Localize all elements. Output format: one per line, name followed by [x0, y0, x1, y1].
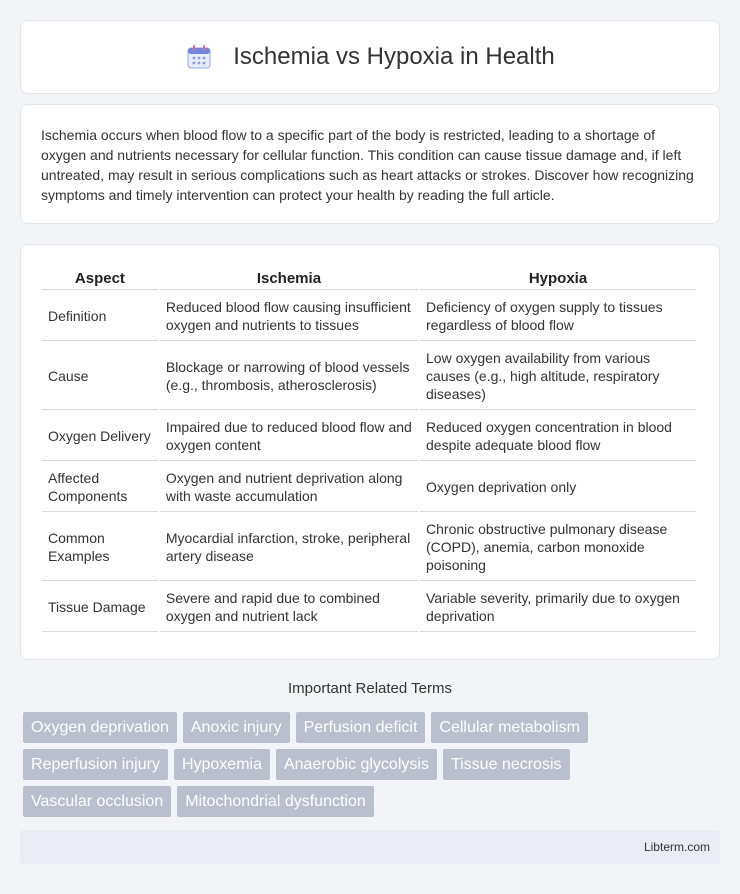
tag-reperfusion-injury[interactable]: Reperfusion injury — [23, 749, 168, 780]
table-header-row — [42, 267, 696, 290]
table-row — [42, 412, 696, 461]
column-header-aspect: Aspect — [42, 267, 158, 290]
row-aspect: Common Examples — [42, 514, 158, 581]
row-ischemia: Myocardial infarction, stroke, peripheral artery disease — [160, 514, 418, 581]
row-ischemia: Impaired due to reduced blood flow and oxygen content — [160, 412, 418, 461]
calendar-icon — [185, 43, 213, 71]
tag-row — [23, 749, 623, 780]
comparison-table-card — [20, 244, 720, 660]
row-aspect: Definition — [42, 292, 158, 341]
tag-row — [23, 786, 623, 817]
tag-mitochondrial-dysfunction[interactable]: Mitochondrial dysfunction — [177, 786, 374, 817]
row-aspect: Tissue Damage — [42, 583, 158, 632]
row-ischemia: Severe and rapid due to combined oxygen and nutrient lack — [160, 583, 418, 632]
tag-cellular-metabolism[interactable]: Cellular metabolism — [431, 712, 588, 743]
row-hypoxia: Low oxygen availability from various causes (e.g., high altitude, respiratory diseases) — [420, 343, 696, 410]
page-title: Ischemia vs Hypoxia in Health — [233, 43, 555, 70]
row-hypoxia: Chronic obstructive pulmonary disease (COPD), anemia, carbon monoxide poisoning — [420, 514, 696, 581]
intro-card — [20, 104, 720, 224]
tag-anaerobic-glycolysis[interactable]: Anaerobic glycolysis — [276, 749, 437, 780]
header-card — [20, 20, 720, 94]
column-header-ischemia: Ischemia — [160, 267, 418, 290]
table-row — [42, 463, 696, 512]
column-header-hypoxia: Hypoxia — [420, 267, 696, 290]
related-terms-title: Important Related Terms — [288, 680, 452, 697]
comparison-table — [40, 265, 698, 634]
tag-anoxic-injury[interactable]: Anoxic injury — [183, 712, 290, 743]
tag-row — [23, 712, 623, 743]
row-aspect: Oxygen Delivery — [42, 412, 158, 461]
row-aspect: Affected Components — [42, 463, 158, 512]
row-ischemia: Blockage or narrowing of blood vessels (e.g., thrombosis, atherosclerosis) — [160, 343, 418, 410]
row-aspect: Cause — [42, 343, 158, 410]
row-ischemia: Oxygen and nutrient deprivation along with waste accumulation — [160, 463, 418, 512]
table-row — [42, 583, 696, 632]
footer — [20, 830, 720, 864]
intro-paragraph: Ischemia occurs when blood flow to a specific part of the body is restricted, leading to a shortage of oxygen and nutrients necessary for cellular function. This condition can cause tissue damage and, if left untreated, may result in serious complications such as heart attacks or strokes. Discover how recognizing symptoms and timely intervention can protect your health by reading the full article. — [41, 127, 694, 203]
tag-tissue-necrosis[interactable]: Tissue necrosis — [443, 749, 570, 780]
tag-vascular-occlusion[interactable]: Vascular occlusion — [23, 786, 171, 817]
footer-site-link[interactable]: Libterm.com — [643, 840, 710, 854]
tag-hypoxemia[interactable]: Hypoxemia — [174, 749, 270, 780]
table-row — [42, 343, 696, 410]
row-hypoxia: Reduced oxygen concentration in blood despite adequate blood flow — [420, 412, 696, 461]
row-hypoxia: Variable severity, primarily due to oxygen deprivation — [420, 583, 696, 632]
table-row — [42, 292, 696, 341]
title-wrap — [185, 43, 554, 71]
row-hypoxia: Oxygen deprivation only — [420, 463, 696, 512]
row-hypoxia: Deficiency of oxygen supply to tissues regardless of blood flow — [420, 292, 696, 341]
tag-perfusion-deficit[interactable]: Perfusion deficit — [296, 712, 426, 743]
table-row — [42, 514, 696, 581]
row-ischemia: Reduced blood flow causing insufficient oxygen and nutrients to tissues — [160, 292, 418, 341]
tag-oxygen-deprivation[interactable]: Oxygen deprivation — [23, 712, 177, 743]
related-terms-tags — [23, 712, 623, 823]
